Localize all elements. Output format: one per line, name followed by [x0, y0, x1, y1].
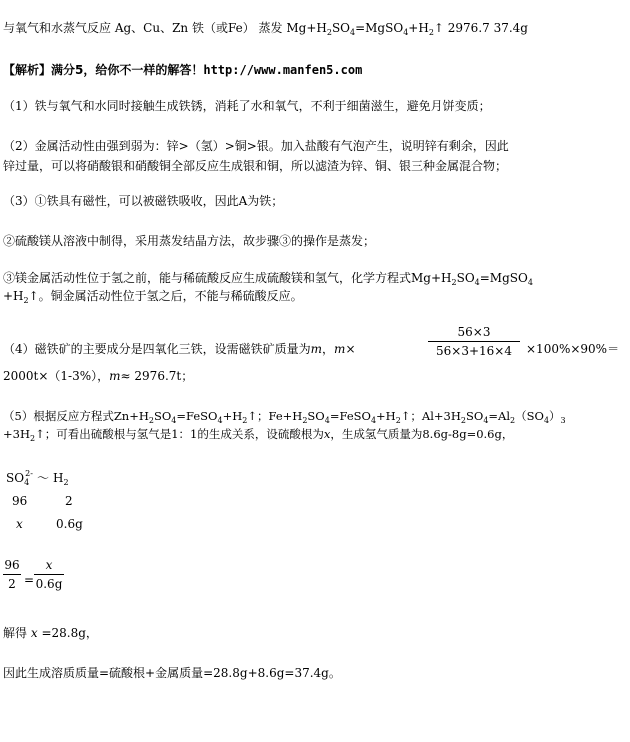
p7-g: =FeSO [329, 409, 371, 423]
p7-h: +H [376, 409, 396, 423]
p5-text-e: ↑。铜金属活动性位于氢之后，不能与稀硫酸反应。 [28, 289, 303, 303]
answer-text-3: =MgSO [355, 21, 404, 35]
p7-o: ↑；可看出硫酸根与氢气是1：1的生成关系，设硫酸根为 [35, 427, 324, 441]
p7-k: =Al [488, 409, 511, 423]
p6-text-b: 2000t×（1-3%）， [3, 369, 110, 383]
sub: 2 [242, 416, 248, 425]
fraction-bar [428, 341, 520, 342]
answer-text-4: +H [408, 21, 429, 35]
solve-result: =28.8g， [41, 626, 98, 640]
answer-line [3, 20, 528, 41]
analysis-header [3, 62, 362, 78]
sub: 3 [560, 416, 566, 425]
sub-4b: 4 [403, 28, 409, 37]
para-7-line-2 [3, 426, 513, 447]
frac-left-den: 2 [8, 577, 16, 591]
p7-m: ） [549, 409, 561, 423]
frac-right-bar [34, 574, 64, 575]
p5-text-d: +H [3, 289, 24, 303]
analysis-label: 【解析】满分5，给你不一样的解答！ [3, 63, 204, 77]
mass-fraction [428, 325, 520, 358]
sub: 2 [302, 416, 308, 425]
p7-l: （SO [515, 409, 544, 423]
solve-label: 解得 [3, 626, 28, 640]
para-5-line-2 [3, 288, 303, 309]
sub: 2 [395, 416, 401, 425]
var-m-2: m [334, 342, 346, 356]
tilde: ～ [36, 471, 49, 485]
ratio-vx: x [16, 517, 23, 531]
ratio-v06: 0.6g [56, 517, 83, 531]
frac-right [34, 558, 64, 591]
p7-j: SO [466, 409, 484, 423]
para-4: ②硫酸镁从溶液中制得，采用蒸发结晶方法，故步骤③的操作是蒸发； [3, 234, 376, 248]
solve-line [3, 625, 98, 641]
para-2-line-1: （2）金属活动性由强到弱为：锌>（氢）>铜>银。加入盐酸有气泡产生，说明锌有剩余，因此 [3, 139, 509, 153]
sub: 4 [171, 416, 177, 425]
sub: 2 [460, 416, 466, 425]
p7-i: ↑；Al+3H [400, 409, 461, 423]
sub: 2 [148, 416, 154, 425]
sub-2: 2 [451, 278, 457, 287]
answer-text-2: SO [331, 21, 350, 35]
para-1: （1）铁与氧气和水同时接触生成铁锈，消耗了水和氧气，不利于细菌滋生，避免月饼变质； [3, 99, 491, 113]
ratio-v2: 2 [65, 494, 73, 508]
frac-eq-sign: = [24, 573, 35, 587]
conclusion: 因此生成溶质质量=硫酸根+金属质量=28.8g+8.6g=37.4g。 [3, 666, 341, 680]
so-text: SO [6, 471, 25, 485]
sub-4b: 4 [527, 278, 533, 287]
sub-4: 4 [350, 28, 356, 37]
frac-left [3, 558, 21, 591]
sub: 4 [370, 416, 377, 425]
p7-p: ，生成氢气质量为8.6g-8g=0.6g， [330, 427, 514, 441]
sub-2b: 2 [428, 28, 434, 37]
p6-text-c: ≈ 2976.7t； [120, 369, 194, 383]
ratio-v96: 96 [12, 494, 28, 508]
charge: 2- [25, 469, 33, 478]
para-6-line-2 [3, 368, 193, 384]
sub: 2 [510, 416, 516, 425]
p5-text-b: SO [456, 271, 475, 285]
p5-text-a: ③镁金属活动性位于氢之前，能与稀硫酸反应生成硫酸镁和氢气，化学方程式Mg+H [3, 271, 452, 285]
sub-2: 2 [326, 28, 332, 37]
answer-text-1: 与氧气和水蒸气反应 Ag、Cu、Zn 铁（或Fe） 蒸发 Mg+H [3, 21, 327, 35]
para-6-after: ×100%×90%＝ [526, 342, 620, 356]
p6-comma: ， [322, 342, 335, 356]
site-url: http://www.manfen5.com [203, 63, 363, 77]
answer-text-5: ↑ 2976.7 37.4g [433, 21, 528, 35]
p7-a: （5）根据反应方程式Zn+H [3, 409, 149, 423]
p7-f: SO [307, 409, 325, 423]
sub-2: 2 [63, 478, 69, 487]
p7-n: +3H [3, 427, 30, 441]
fraction-denominator: 56×3+16×4 [436, 344, 512, 358]
var-m-3: m [109, 369, 121, 383]
sub-4: 4 [474, 278, 480, 287]
sub-4: 4 [24, 478, 30, 487]
p7-d: +H [222, 409, 243, 423]
sub: 4 [543, 416, 550, 425]
sub: 4 [483, 416, 489, 425]
frac-right-num: x [45, 558, 53, 572]
sub: 4 [217, 416, 223, 425]
p7-c: =FeSO [176, 409, 218, 423]
p6-text-a: （4）磁铁矿的主要成分是四氧化三铁，设需磁铁矿质量为 [3, 342, 311, 356]
p5-text-c: =MgSO [479, 271, 528, 285]
ratio-header [6, 466, 69, 491]
frac-right-den: 0.6g [35, 577, 63, 591]
var-m: m [310, 342, 323, 356]
sub: 4 [324, 416, 330, 425]
para-3: （3）①铁具有磁性，可以被磁铁吸收，因此A为铁； [3, 194, 284, 208]
var-x: x [323, 427, 331, 441]
p7-e: ↑；Fe+H [247, 409, 303, 423]
p7-b: SO [153, 409, 172, 423]
sub-2c: 2 [23, 296, 29, 305]
h-text: H [52, 471, 64, 485]
frac-left-num: 96 [4, 558, 20, 572]
var-x: x [30, 626, 38, 640]
frac-left-bar [3, 574, 21, 575]
p6-times: × [345, 342, 356, 356]
fraction-numerator: 56×3 [457, 325, 491, 339]
para-2-line-2: 锌过量，可以将硝酸银和硝酸铜全部反应生成银和铜，所以滤渣为锌、铜、银三种金属混合物； [3, 159, 508, 173]
para-6-line-1 [3, 341, 356, 357]
sub: 2 [29, 434, 36, 443]
